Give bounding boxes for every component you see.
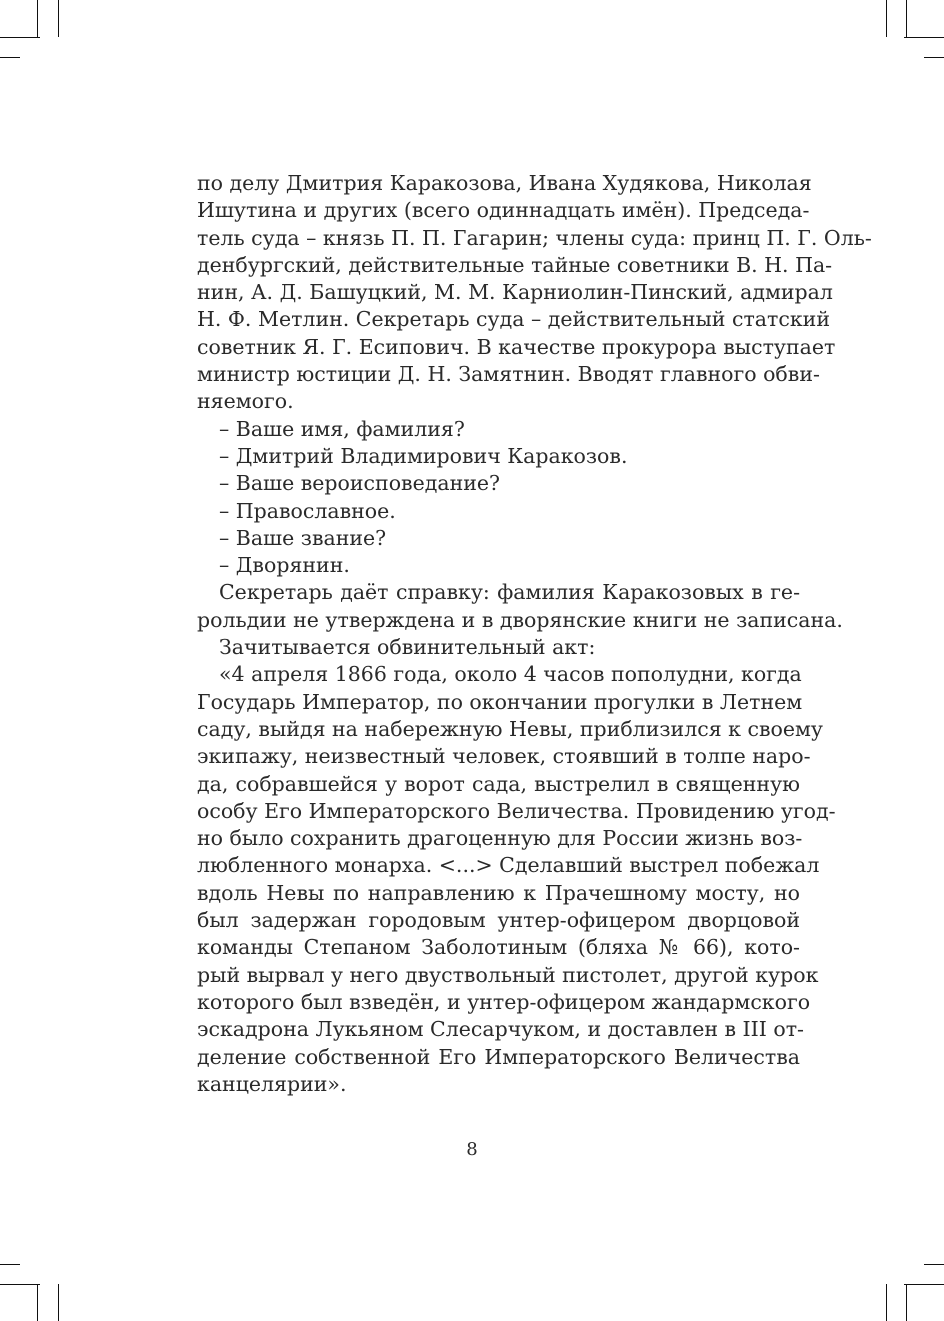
dialogue-line — [197, 470, 800, 497]
text-line: канцелярии». — [197, 1071, 347, 1096]
text-line: – Ваше звание? — [219, 525, 387, 550]
paragraph-indictment-quote — [197, 661, 836, 1098]
text-line: экипажу, неизвестный человек, стоявший в толпе наро- — [197, 744, 811, 769]
text-line: «4 апреля 1866 года, около 4 часов пополудни, когда — [219, 662, 802, 687]
text-line: – Ваше имя, фамилия? — [219, 416, 465, 441]
text-line: нин, А. Д. Башуцкий, М. М. Карниолин-Пинский, адмирал — [197, 280, 833, 305]
text-line: – Дворянин. — [219, 553, 350, 578]
text-line: рольдии не утверждена и в дворянские книги не записана. — [197, 607, 843, 632]
paragraph-court-composition — [197, 170, 872, 416]
paragraph-secretary-note — [197, 579, 843, 634]
text-line: – Дмитрий Владимирович Каракозов. — [219, 443, 628, 468]
text-line: тель суда – князь П. П. Гагарин; члены суда: принц П. Г. Оль- — [197, 225, 872, 250]
text-line: денбургский, действительные тайные советники В. Н. Па- — [197, 252, 833, 277]
text-line: Секретарь даёт справку: фамилия Каракозовых в ге- — [219, 580, 800, 605]
text-line: команды Степаном Заболотиным (бляха № 66), кото- — [197, 935, 800, 960]
text-line: министр юстиции Д. Н. Замятнин. Вводят главного обви- — [197, 362, 820, 387]
text-line: вдоль Невы по направлению к Прачешному мосту, но — [197, 880, 800, 905]
dialogue-line — [197, 443, 800, 470]
text-line: Н. Ф. Метлин. Секретарь суда – действительный статский — [197, 307, 830, 332]
text-line: но было сохранить драгоценную для России жизнь воз- — [197, 826, 803, 851]
dialogue-line — [197, 416, 800, 443]
dialogue-line — [197, 525, 800, 552]
text-line: эскадрона Лукьяном Слесарчуком, и доставлен в III от- — [197, 1017, 804, 1042]
text-line: особу Его Императорского Величества. Провидению угод- — [197, 798, 836, 823]
dialogue-line — [197, 552, 800, 579]
text-line: – Православное. — [219, 498, 396, 523]
text-line: рый вырвал у него двуствольный пистолет, другой курок — [197, 962, 819, 987]
text-line: был задержан городовым унтер-офицером дворцовой — [197, 908, 800, 933]
text-line: по делу Дмитрия Каракозова, Ивана Худякова, Николая — [197, 171, 812, 195]
text-line: советник Я. Г. Есипович. В качестве прокурора выступает — [197, 334, 836, 359]
text-line: любленного монарха. <...> Сделавший выстрел побежал — [197, 853, 820, 878]
text-line: которого был взведён, и унтер-офицером жандармского — [197, 989, 811, 1014]
text-line: – Ваше вероисповедание? — [219, 471, 501, 496]
text-line: Ишутина и других (всего одиннадцать имён). Председа- — [197, 198, 810, 223]
page-number: 8 — [466, 1139, 478, 1160]
text-line: Государь Император, по окончании прогулки в Летнем — [197, 689, 803, 714]
text-line: саду, выйдя на набережную Невы, приблизился к своему — [197, 716, 823, 741]
dialogue-line — [197, 498, 800, 525]
page-body-text — [197, 170, 872, 1098]
text-line: Зачитывается обвинительный акт: — [219, 635, 596, 660]
text-line: да, собравшейся у ворот сада, выстрелил в священную — [197, 771, 800, 796]
paragraph-indictment-intro — [197, 634, 800, 661]
text-line: няемого. — [197, 389, 294, 414]
text-line: деление собственной Его Императорского Величества — [197, 1044, 800, 1069]
